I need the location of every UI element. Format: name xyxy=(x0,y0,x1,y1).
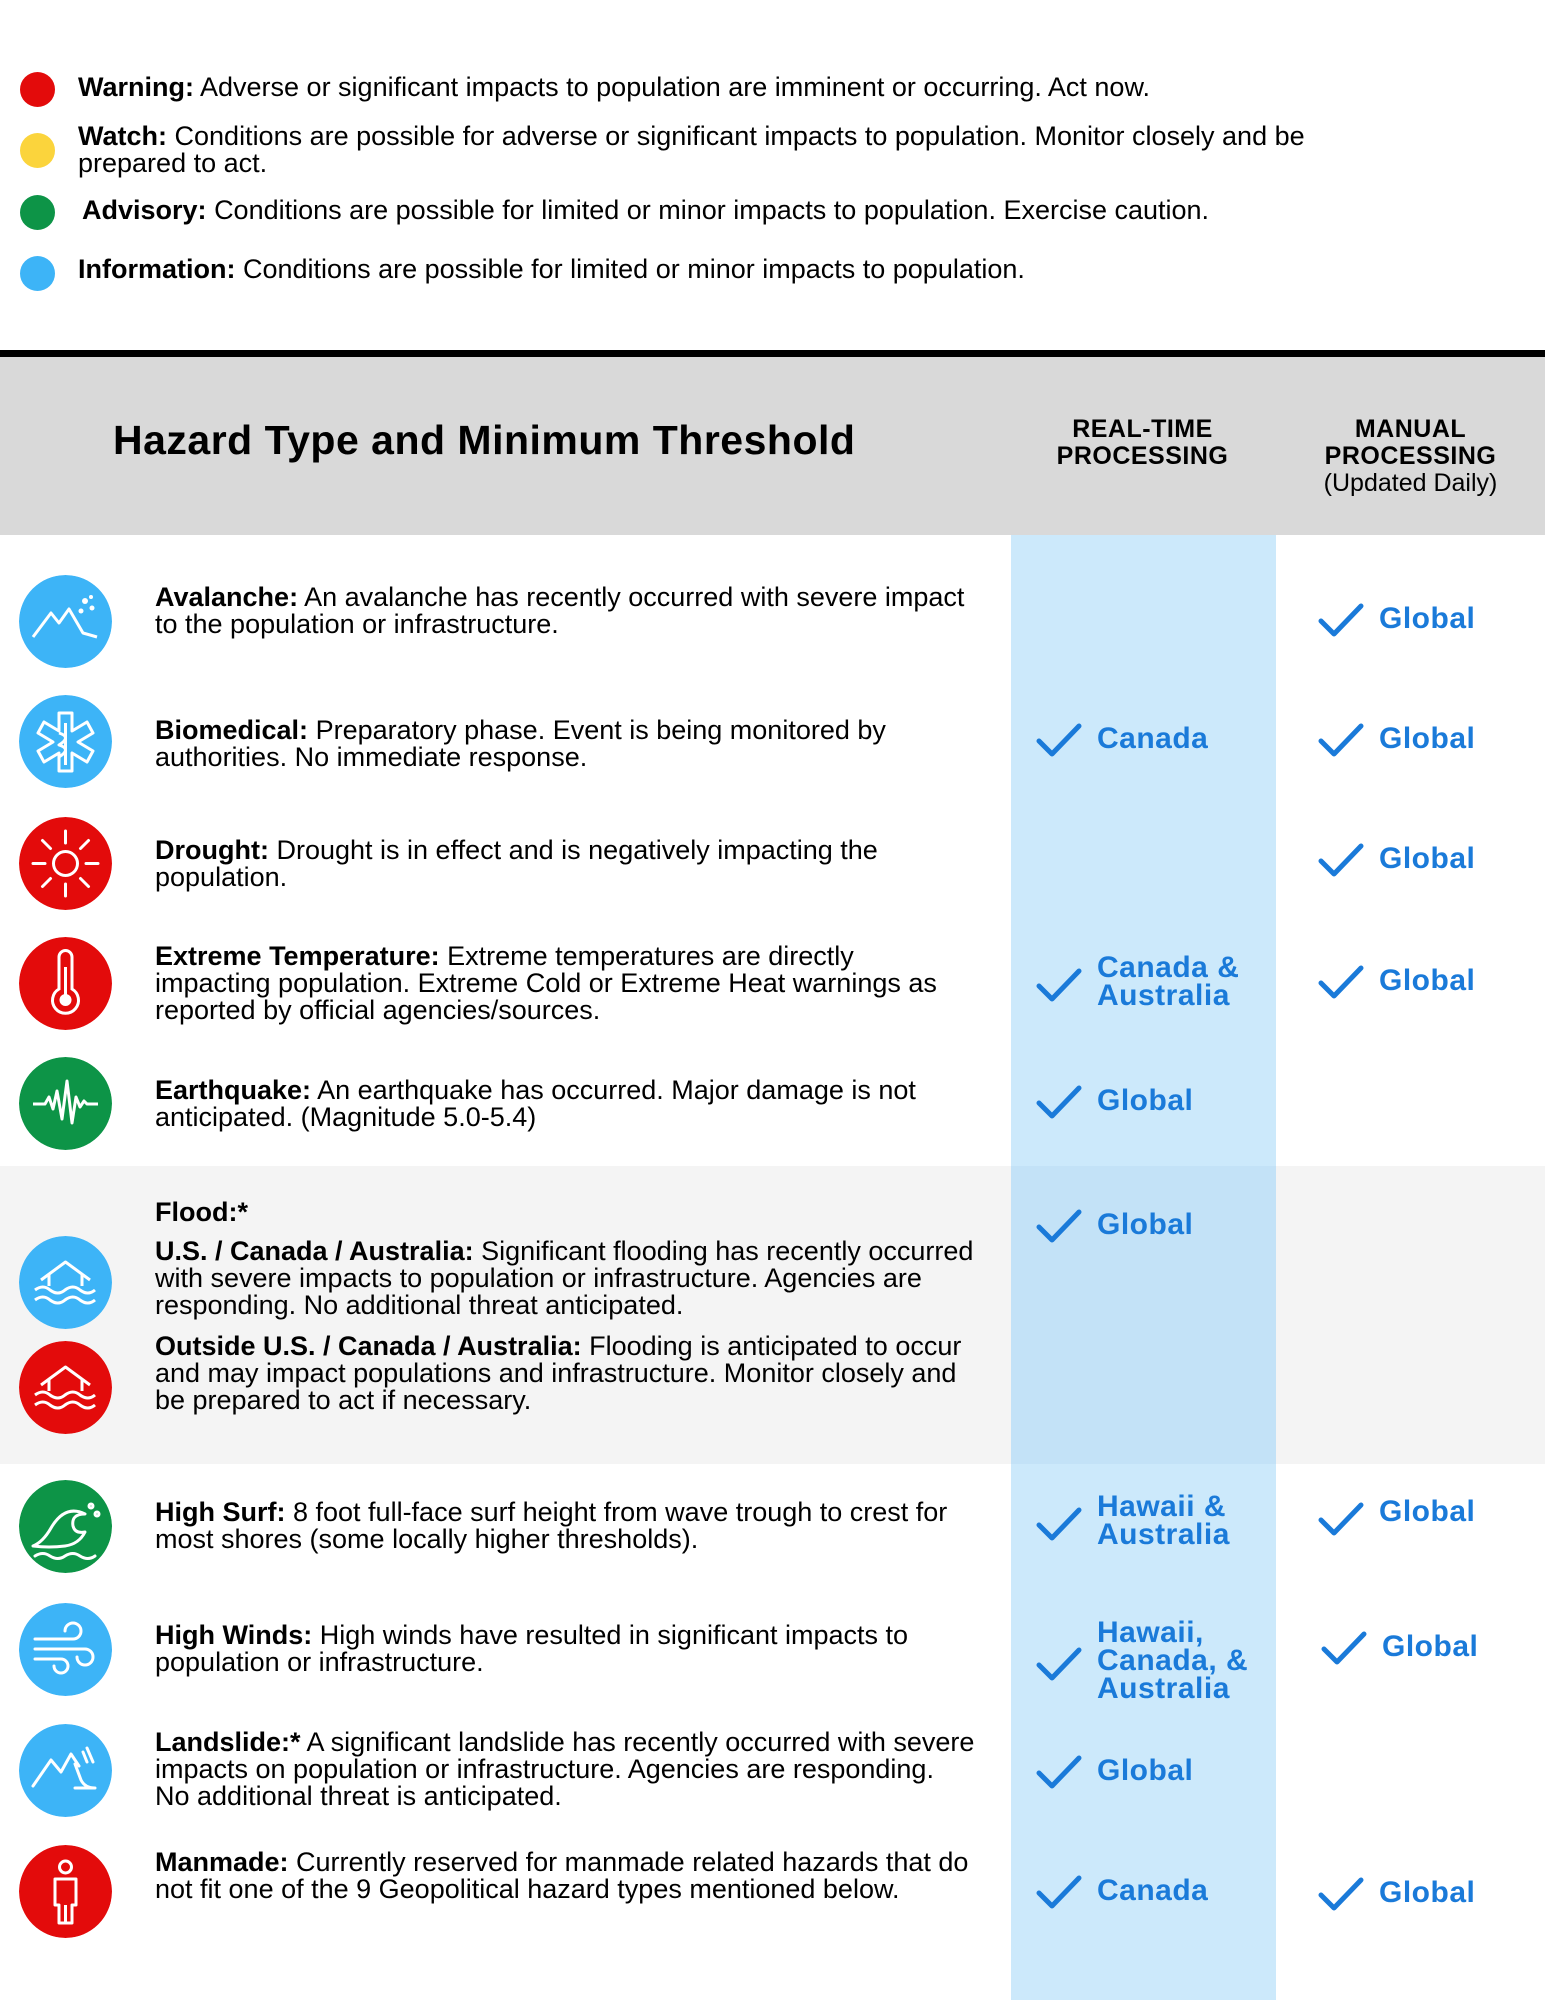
table-header xyxy=(0,357,1545,535)
advisory-dot-icon xyxy=(20,195,55,230)
checkmark-icon xyxy=(1035,1207,1083,1247)
realtime-coverage-label xyxy=(1097,1490,1230,1551)
realtime-coverage-label xyxy=(1097,1616,1249,1705)
hazard-name: Manmade: xyxy=(155,1847,289,1877)
legend-description: Conditions are possible for adverse or significant impacts to population. Monitor closely and be prepared to act. xyxy=(78,121,1305,178)
warning-dot-icon xyxy=(20,72,55,107)
checkmark-icon xyxy=(1035,1753,1083,1793)
coverage-line: Hawaii, xyxy=(1097,1616,1204,1649)
checkmark-icon xyxy=(1320,1629,1368,1669)
legend-level: Watch: xyxy=(78,121,167,151)
coverage-line: Canada, & xyxy=(1097,1644,1249,1677)
checkmark-icon xyxy=(1035,721,1083,761)
legend-level: Warning: xyxy=(78,72,194,102)
alert-level-legend xyxy=(0,0,1545,345)
hazard-name: High Winds: xyxy=(155,1620,313,1650)
legend-description: Conditions are possible for limited or minor impacts to population. Exercise caution. xyxy=(214,195,1210,225)
hazard-name: Drought: xyxy=(155,835,269,865)
star-of-life-icon xyxy=(19,695,112,788)
hazard-name: Earthquake: xyxy=(155,1075,312,1105)
flood-house-icon xyxy=(19,1236,112,1329)
section-divider xyxy=(0,350,1545,357)
legend-level: Advisory: xyxy=(82,195,207,225)
checkmark-icon xyxy=(1317,1875,1365,1915)
checkmark-icon xyxy=(1035,1505,1083,1545)
flood-house-icon xyxy=(19,1341,112,1434)
realtime-column-header xyxy=(1010,416,1275,470)
coverage-line: Australia xyxy=(1097,1518,1230,1551)
legend-description: Conditions are possible for limited or minor impacts to population. xyxy=(243,254,1025,284)
legend-description: Adverse or significant impacts to population are imminent or occurring. Act now. xyxy=(200,72,1150,102)
realtime-coverage-label: Canada xyxy=(1097,722,1209,755)
seismograph-icon xyxy=(19,1057,112,1150)
realtime-coverage-label: Canada xyxy=(1097,1874,1209,1907)
manual-coverage-label: Global xyxy=(1379,1876,1476,1909)
landslide-icon xyxy=(19,1724,112,1817)
coverage-line: Australia xyxy=(1097,1672,1230,1705)
manual-coverage-label: Global xyxy=(1382,1630,1479,1663)
manual-coverage-label: Global xyxy=(1379,1495,1476,1528)
hazard-threshold: Drought is in effect and is negatively impacting the population. xyxy=(155,835,878,892)
thermometer-icon xyxy=(19,937,112,1030)
hazard-name: Flood:* xyxy=(155,1197,248,1227)
hazard-threshold: An earthquake has occurred. Major damage is not anticipated. (Magnitude 5.0-5.4) xyxy=(155,1075,916,1132)
checkmark-icon xyxy=(1317,601,1365,641)
manual-coverage-label: Global xyxy=(1379,602,1476,635)
hazard-threshold: Extreme temperatures are directly impacting population. Extreme Cold or Extreme Heat warnings as reported by official agencies/sources. xyxy=(155,941,937,1025)
realtime-coverage-label: Global xyxy=(1097,1208,1194,1241)
realtime-header-line: REAL-TIME xyxy=(1072,415,1213,443)
checkmark-icon xyxy=(1317,963,1365,1003)
legend-level: Information: xyxy=(78,254,236,284)
manual-coverage-label: Global xyxy=(1379,964,1476,997)
sun-icon xyxy=(19,817,112,910)
wind-icon xyxy=(19,1603,112,1696)
realtime-coverage-label xyxy=(1097,951,1240,1012)
hazard-name: High Surf: xyxy=(155,1497,286,1527)
watch-dot-icon xyxy=(20,133,55,168)
person-icon xyxy=(19,1845,112,1938)
coverage-line: Hawaii & xyxy=(1097,1490,1227,1523)
checkmark-icon xyxy=(1035,1083,1083,1123)
information-dot-icon xyxy=(20,256,55,291)
manual-header-line: PROCESSING xyxy=(1324,442,1497,470)
hazard-name: Extreme Temperature: xyxy=(155,941,440,971)
checkmark-icon xyxy=(1035,1645,1083,1685)
manual-header-line: MANUAL xyxy=(1354,415,1467,443)
table-title: Hazard Type and Minimum Threshold xyxy=(113,417,856,463)
manual-coverage-label: Global xyxy=(1379,842,1476,875)
checkmark-icon xyxy=(1317,841,1365,881)
hazard-threshold: Significant flooding has recently occurred with severe impacts to population or infrastructure. Agencies are responding. No additional threat anticipated. xyxy=(155,1236,974,1320)
hazard-threshold: An avalanche has recently occurred with severe impact to the population or infrastructure. xyxy=(155,582,965,639)
manual-column-header xyxy=(1276,416,1545,497)
hazard-threshold: High winds have resulted in significant impacts to population or infrastructure. xyxy=(155,1620,909,1677)
coverage-line: Australia xyxy=(1097,979,1230,1012)
realtime-header-line: PROCESSING xyxy=(1056,442,1229,470)
hazard-threshold: Currently reserved for manmade related hazards that do not fit one of the 9 Geopolitical hazard types mentioned below. xyxy=(155,1847,969,1904)
hazard-threshold: 8 foot full-face surf height from wave trough to crest for most shores (some locally higher thresholds). xyxy=(155,1497,948,1554)
hazard-name: Biomedical: xyxy=(155,715,309,745)
flood-region-label: U.S. / Canada / Australia: xyxy=(155,1236,474,1266)
coverage-line: Canada & xyxy=(1097,951,1240,984)
realtime-coverage-label: Global xyxy=(1097,1084,1194,1117)
manual-header-note: (Updated Daily) xyxy=(1323,469,1498,497)
checkmark-icon xyxy=(1317,1500,1365,1540)
checkmark-icon xyxy=(1035,1873,1083,1913)
flood-region-label: Outside U.S. / Canada / Australia: xyxy=(155,1331,582,1361)
checkmark-icon xyxy=(1035,966,1083,1006)
hazard-threshold: A significant landslide has recently occurred with severe impacts on population or infrastructure. Agencies are responding. No additional threat is anticipated. xyxy=(155,1727,975,1811)
checkmark-icon xyxy=(1317,721,1365,761)
hazard-name: Landslide:* xyxy=(155,1727,301,1757)
wave-icon xyxy=(19,1480,112,1573)
manual-coverage-label: Global xyxy=(1379,722,1476,755)
avalanche-icon xyxy=(19,575,112,668)
hazard-threshold: Flooding is anticipated to occur and may impact populations and infrastructure. Monitor closely and be prepared to act if necessary. xyxy=(155,1331,962,1415)
realtime-coverage-label: Global xyxy=(1097,1754,1194,1787)
hazard-name: Avalanche: xyxy=(155,582,299,612)
hazard-threshold: Preparatory phase. Event is being monitored by authorities. No immediate response. xyxy=(155,715,886,772)
